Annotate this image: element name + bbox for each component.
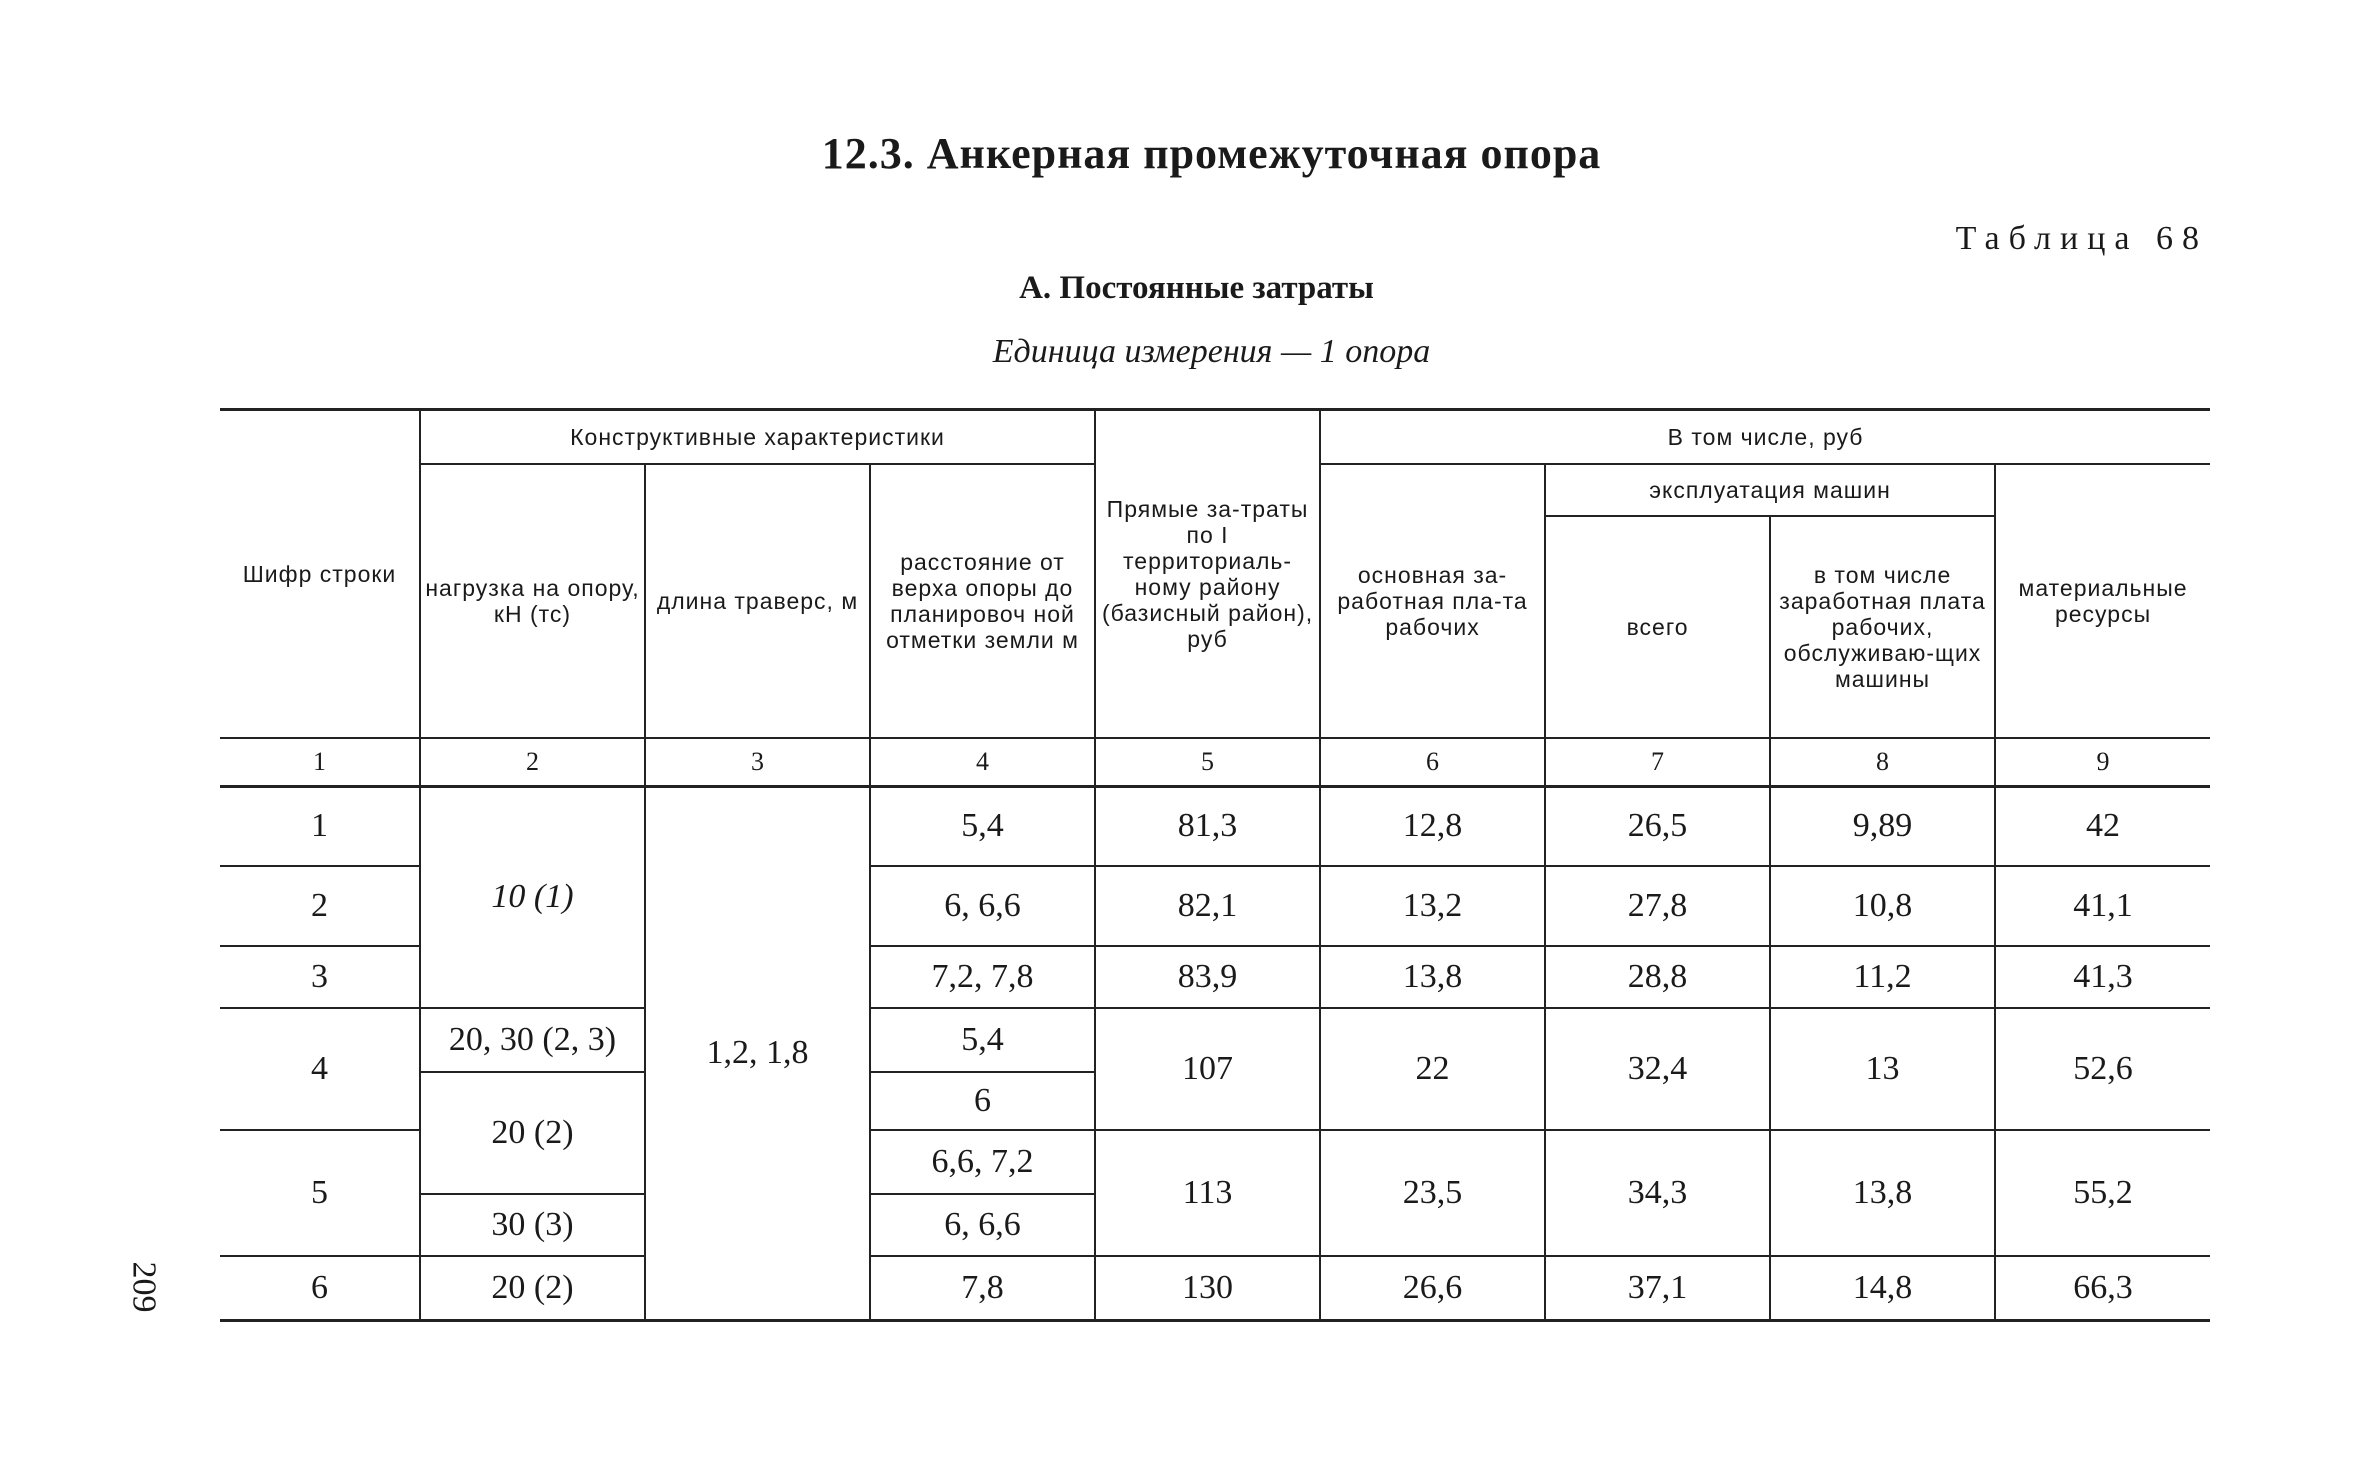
distance-cell: 6, 6,6: [870, 866, 1095, 946]
table-row: [220, 786, 2210, 866]
materials-cell: 66,3: [1995, 1256, 2210, 1320]
column-number-row: [220, 738, 2210, 787]
wages-cell: 12,8: [1320, 786, 1545, 866]
materials-cell: 42: [1995, 786, 2210, 866]
distance-cell: 5,4: [870, 786, 1095, 866]
page-number: 209: [125, 1261, 163, 1313]
wages-cell: 13,2: [1320, 866, 1545, 946]
direct-cost-cell: 81,3: [1095, 786, 1320, 866]
machines-total-cell: 27,8: [1545, 866, 1770, 946]
header-design-group: Конструктивные характеристики: [420, 410, 1095, 464]
distance-cell: 6, 6,6: [870, 1194, 1095, 1256]
materials-cell: 52,6: [1995, 1008, 2210, 1130]
header-machines-group: эксплуатация машин: [1545, 464, 1995, 516]
column-number: 4: [870, 738, 1095, 787]
header-code: Шифр строки: [220, 410, 420, 738]
machines-wages-cell: 11,2: [1770, 946, 1995, 1008]
load-cell: 20, 30 (2, 3): [420, 1008, 645, 1072]
row-code: 1: [220, 786, 420, 866]
table-row: [220, 1256, 2210, 1320]
distance-cell: 7,2, 7,8: [870, 946, 1095, 1008]
header-direct-costs: Прямые за-траты по I территориаль-ному району (базисный район), руб: [1095, 410, 1320, 738]
load-cell: 20 (2): [420, 1256, 645, 1320]
machines-total-cell: 26,5: [1545, 786, 1770, 866]
machines-total-cell: 34,3: [1545, 1130, 1770, 1256]
header-traverse: длина траверс, м: [645, 464, 870, 738]
header-wages: основная за-работная пла-та рабочих: [1320, 464, 1545, 738]
column-number: 6: [1320, 738, 1545, 787]
header-materials: материальные ресурсы: [1995, 464, 2210, 738]
materials-cell: 55,2: [1995, 1130, 2210, 1256]
distance-cell: 6,6, 7,2: [870, 1130, 1095, 1194]
direct-cost-cell: 107: [1095, 1008, 1320, 1130]
row-code: 4: [220, 1008, 420, 1130]
load-cell: 20 (2): [420, 1072, 645, 1194]
direct-cost-cell: 113: [1095, 1130, 1320, 1256]
wages-cell: 13,8: [1320, 946, 1545, 1008]
row-code: 5: [220, 1130, 420, 1256]
direct-cost-cell: 83,9: [1095, 946, 1320, 1008]
machines-wages-cell: 13: [1770, 1008, 1995, 1130]
table-number: Таблица 68: [1955, 220, 2208, 257]
column-number: 3: [645, 738, 870, 787]
header-machines-total: всего: [1545, 516, 1770, 738]
wages-cell: 22: [1320, 1008, 1545, 1130]
materials-cell: 41,3: [1995, 946, 2210, 1008]
traverse-cell: 1,2, 1,8: [645, 786, 870, 1320]
header-machines-wages: в том числе заработная плата рабочих, обслуживаю-щих машины: [1770, 516, 1995, 738]
row-code: 6: [220, 1256, 420, 1320]
machines-total-cell: 28,8: [1545, 946, 1770, 1008]
distance-cell: 7,8: [870, 1256, 1095, 1320]
column-number: 2: [420, 738, 645, 787]
section-subtitle: А. Постоянные затраты: [1019, 270, 1374, 306]
machines-wages-cell: 13,8: [1770, 1130, 1995, 1256]
distance-cell: 5,4: [870, 1008, 1095, 1072]
wages-cell: 26,6: [1320, 1256, 1545, 1320]
load-cell: 30 (3): [420, 1194, 645, 1256]
direct-cost-cell: 82,1: [1095, 866, 1320, 946]
wages-cell: 23,5: [1320, 1130, 1545, 1256]
direct-cost-cell: 130: [1095, 1256, 1320, 1320]
header-including-group: В том числе, руб: [1320, 410, 2210, 464]
machines-wages-cell: 9,89: [1770, 786, 1995, 866]
machines-total-cell: 32,4: [1545, 1008, 1770, 1130]
load-cell: 10 (1): [420, 786, 645, 1008]
table-row: [220, 1008, 2210, 1072]
machines-wages-cell: 10,8: [1770, 866, 1995, 946]
page-title: 12.3. Анкерная промежуточная опора: [821, 129, 1602, 178]
materials-cell: 41,1: [1995, 866, 2210, 946]
machines-total-cell: 37,1: [1545, 1256, 1770, 1320]
column-number: 9: [1995, 738, 2210, 787]
header-load: нагрузка на опору, кН (тс): [420, 464, 645, 738]
column-number: 7: [1545, 738, 1770, 787]
header-distance: расстояние от верха опоры до планировоч ной отметки земли м: [870, 464, 1095, 738]
row-code: 2: [220, 866, 420, 946]
machines-wages-cell: 14,8: [1770, 1256, 1995, 1320]
column-number: 1: [220, 738, 420, 787]
column-number: 5: [1095, 738, 1320, 787]
distance-cell: 6: [870, 1072, 1095, 1130]
row-code: 3: [220, 946, 420, 1008]
unit-of-measure: Единица измерения — 1 опора: [992, 333, 1431, 370]
cost-table: [220, 408, 2210, 1322]
column-number: 8: [1770, 738, 1995, 787]
